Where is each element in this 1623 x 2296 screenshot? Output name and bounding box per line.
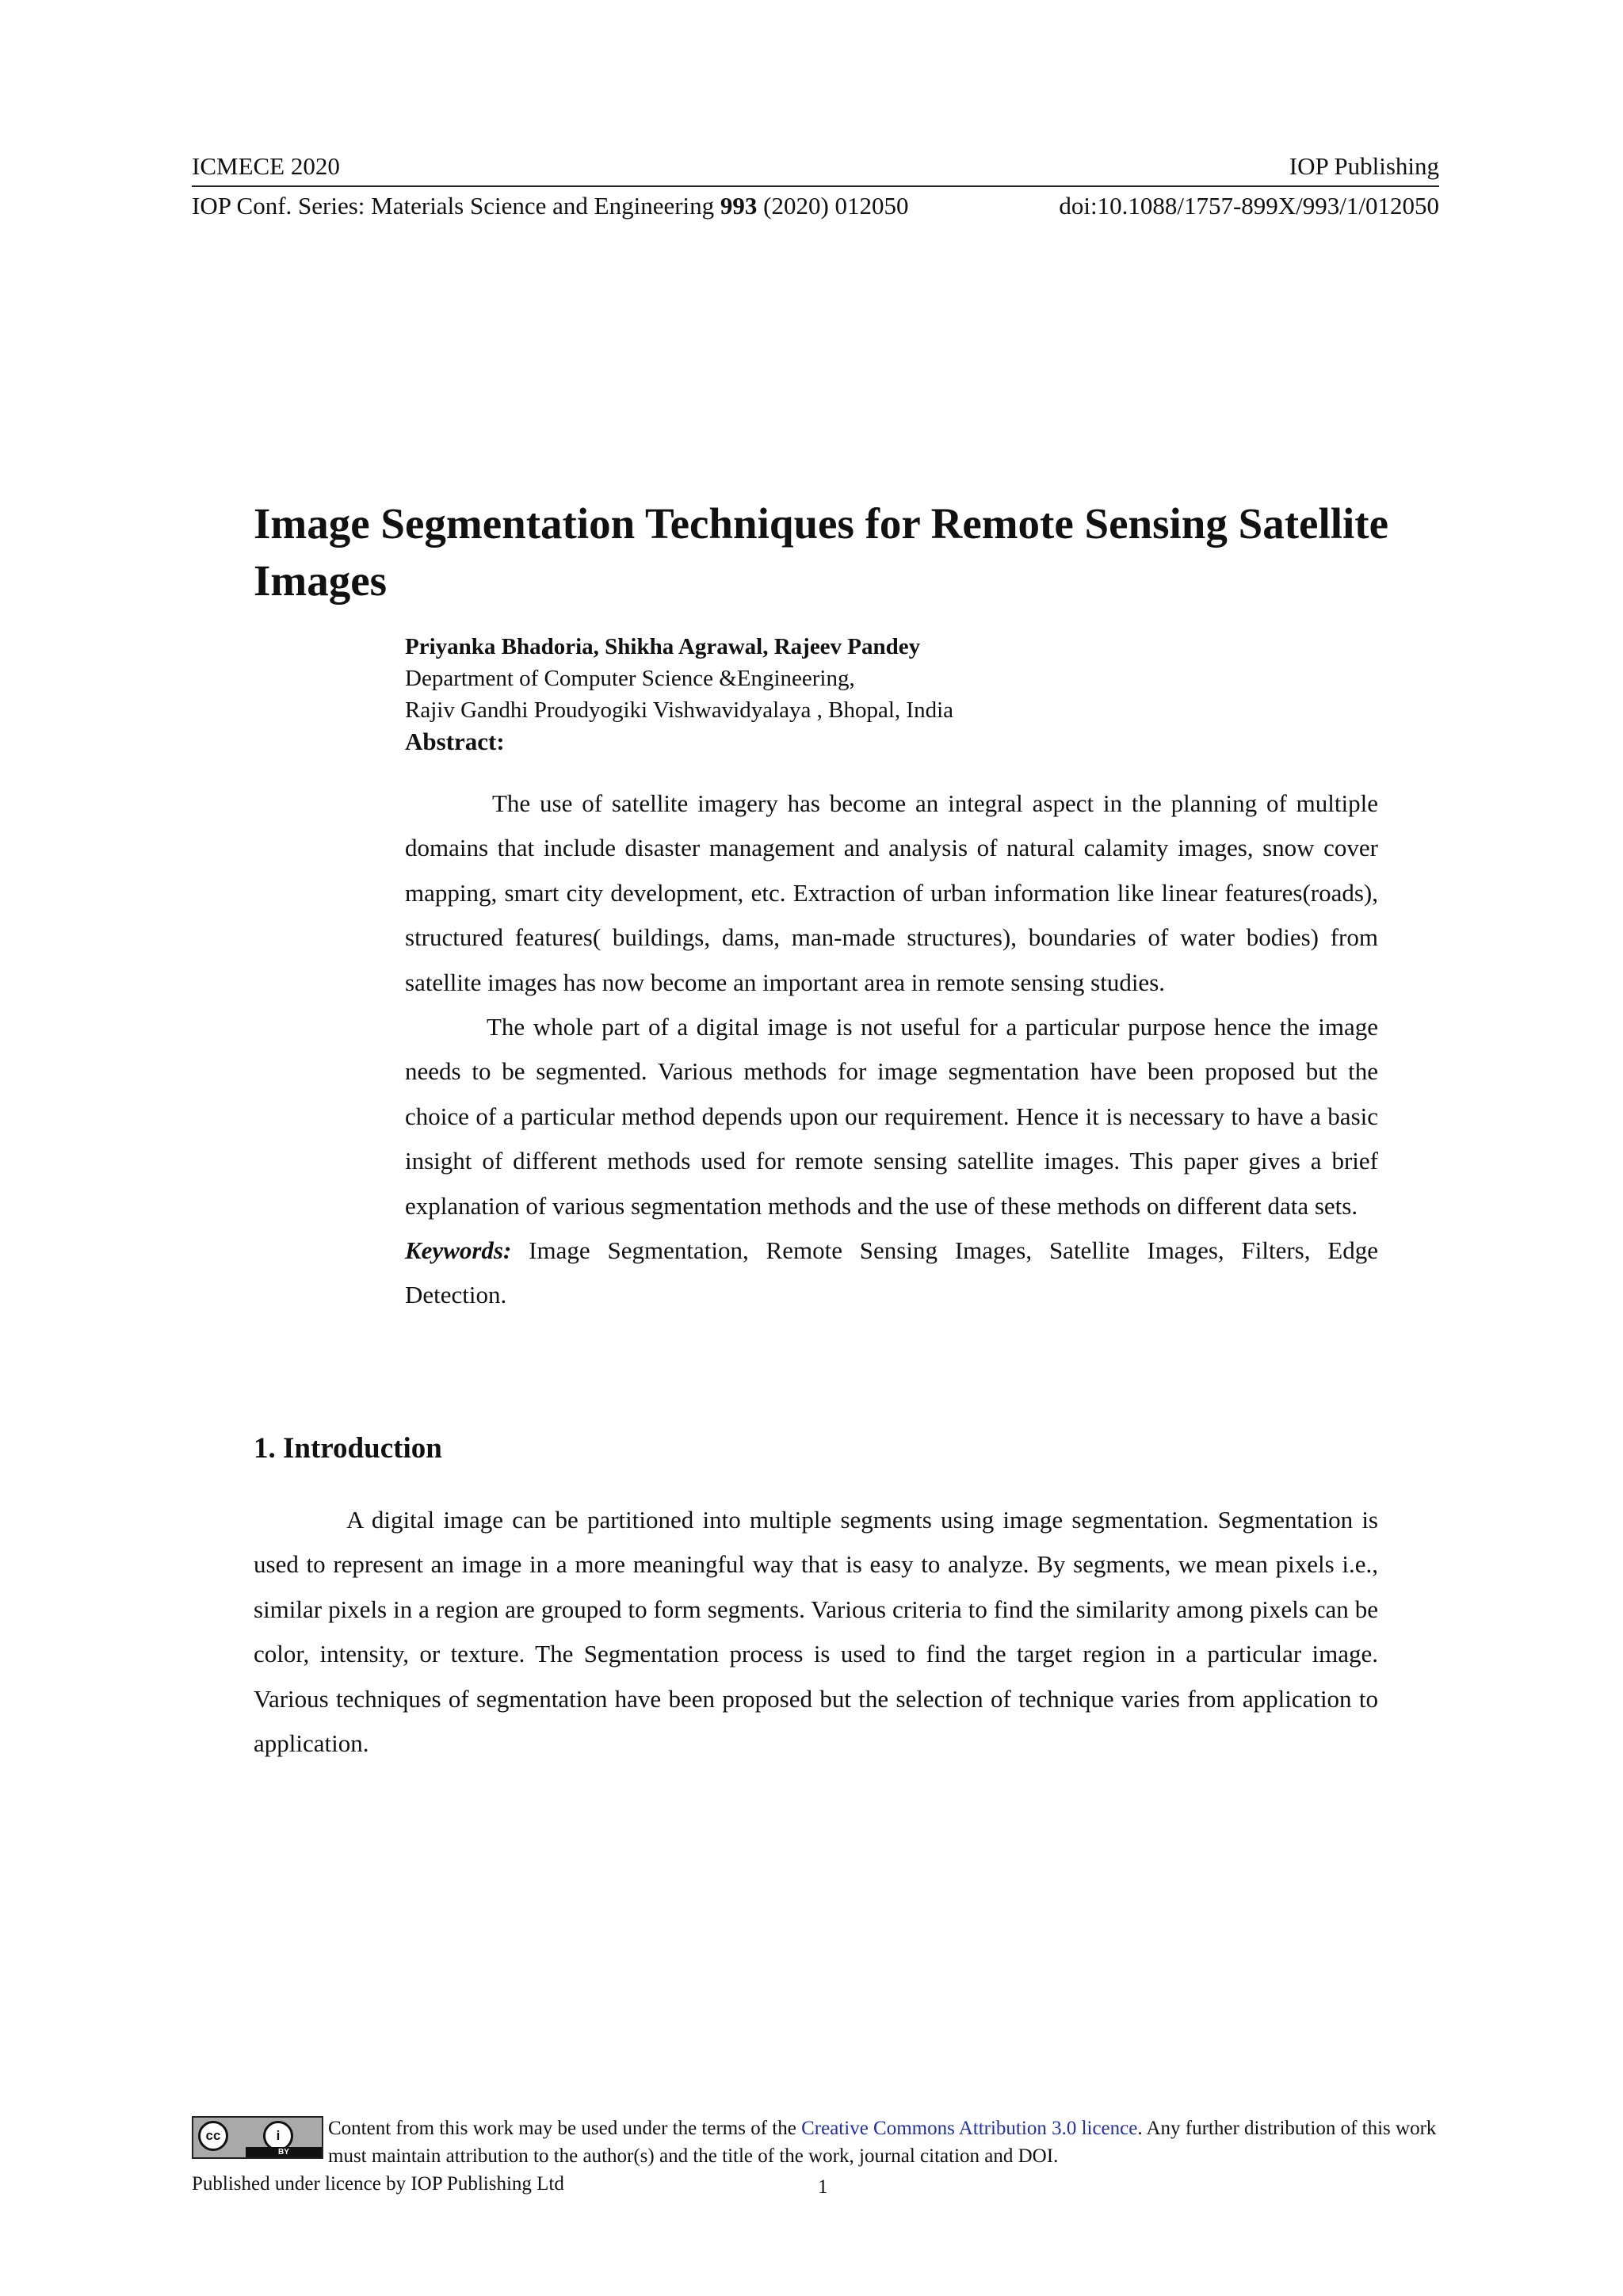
abstract-body [405, 781, 1378, 1318]
publisher-name: IOP Publishing [1289, 152, 1439, 180]
author-affiliation: Rajiv Gandhi Proudyogiki Vishwavidyalaya , Bhopal, India [405, 697, 954, 723]
license-text-post: . Any further distribution of this work must maintain attribution to the author(s) and the title of the work, journal citation and DOI. [328, 2118, 1437, 2167]
header-rule [192, 185, 1439, 187]
abstract-heading: Abstract: [405, 728, 505, 755]
series-suffix: (2020) 012050 [757, 192, 909, 220]
conference-name: ICMECE 2020 [192, 152, 340, 180]
attribution-person-icon: i [263, 2121, 293, 2151]
header-citation-row [192, 190, 1439, 222]
author-names: Priyanka Bhadoria, Shikha Agrawal, Rajeev Pandey [405, 634, 921, 659]
doi-text: doi:10.1088/1757-899X/993/1/012050 [1059, 192, 1439, 220]
keywords-label: Keywords: [405, 1236, 512, 1265]
keywords-text: Image Segmentation, Remote Sensing Images, Satellite Images, Filters, Edge Detection. [405, 1236, 1378, 1309]
introduction-section [254, 1430, 1378, 1766]
keywords-line [405, 1228, 1378, 1318]
series-citation [192, 190, 909, 222]
introduction-heading: 1. Introduction [254, 1432, 442, 1465]
license-link[interactable]: Creative Commons Attribution 3.0 licence [801, 2118, 1138, 2139]
author-block [405, 631, 1435, 758]
introduction-paragraph: A digital image can be partitioned into multiple segments using image segmentation. Segmentation is used to represent an image in a more meaningful way that is easy to analyze. By segments, we mean pixels i.e., similar pixels in a region are grouped to form segments. Various criteria to find the similarity among pixels can be color, intensity, or texture. The Segmentation process is used to find the target region in a particular image. Various techniques of segmentation have been proposed but the selection of technique varies from application to application. [254, 1506, 1378, 1758]
volume-number: 993 [720, 192, 758, 220]
author-department: Department of Computer Science &Engineering, [405, 666, 855, 691]
abstract-paragraph-1: The use of satellite imagery has become an integral aspect in the planning of multiple domains that include disaster management and analysis of natural calamity images, snow cover mapping, smart city development, etc. Extraction of urban information like linear features(roads), structured features( buildings, dams, man-made structures), boundaries of water bodies) from satellite images has now become an important area in remote sensing studies. [405, 789, 1378, 996]
by-label: BY [246, 2147, 322, 2157]
published-under-licence: Published under licence by IOP Publishing Ltd [192, 2173, 564, 2195]
license-text [328, 2115, 1445, 2170]
paper-title: Image Segmentation Techniques for Remote Sensing Satellite Images [254, 499, 1389, 605]
header-top-row [192, 151, 1439, 182]
abstract-paragraph-2: The whole part of a digital image is not useful for a particular purpose hence the image needs to be segmented. Various methods for image segmentation have been proposed but the choice of a particular method depends upon our requirement. Hence it is necessary to have a basic insight of different methods used for remote sensing satellite images. This paper gives a brief explanation of various segmentation methods and the use of these methods on different data sets. [405, 1013, 1378, 1220]
license-text-pre: Content from this work may be used under the terms of the [328, 2118, 802, 2139]
page-number: 1 [818, 2176, 828, 2198]
series-prefix: IOP Conf. Series: Materials Science and Engineering [192, 192, 720, 220]
running-header [192, 151, 1439, 222]
cc-symbol-icon: cc [198, 2121, 228, 2151]
creative-commons-by-icon[interactable] [192, 2116, 323, 2159]
